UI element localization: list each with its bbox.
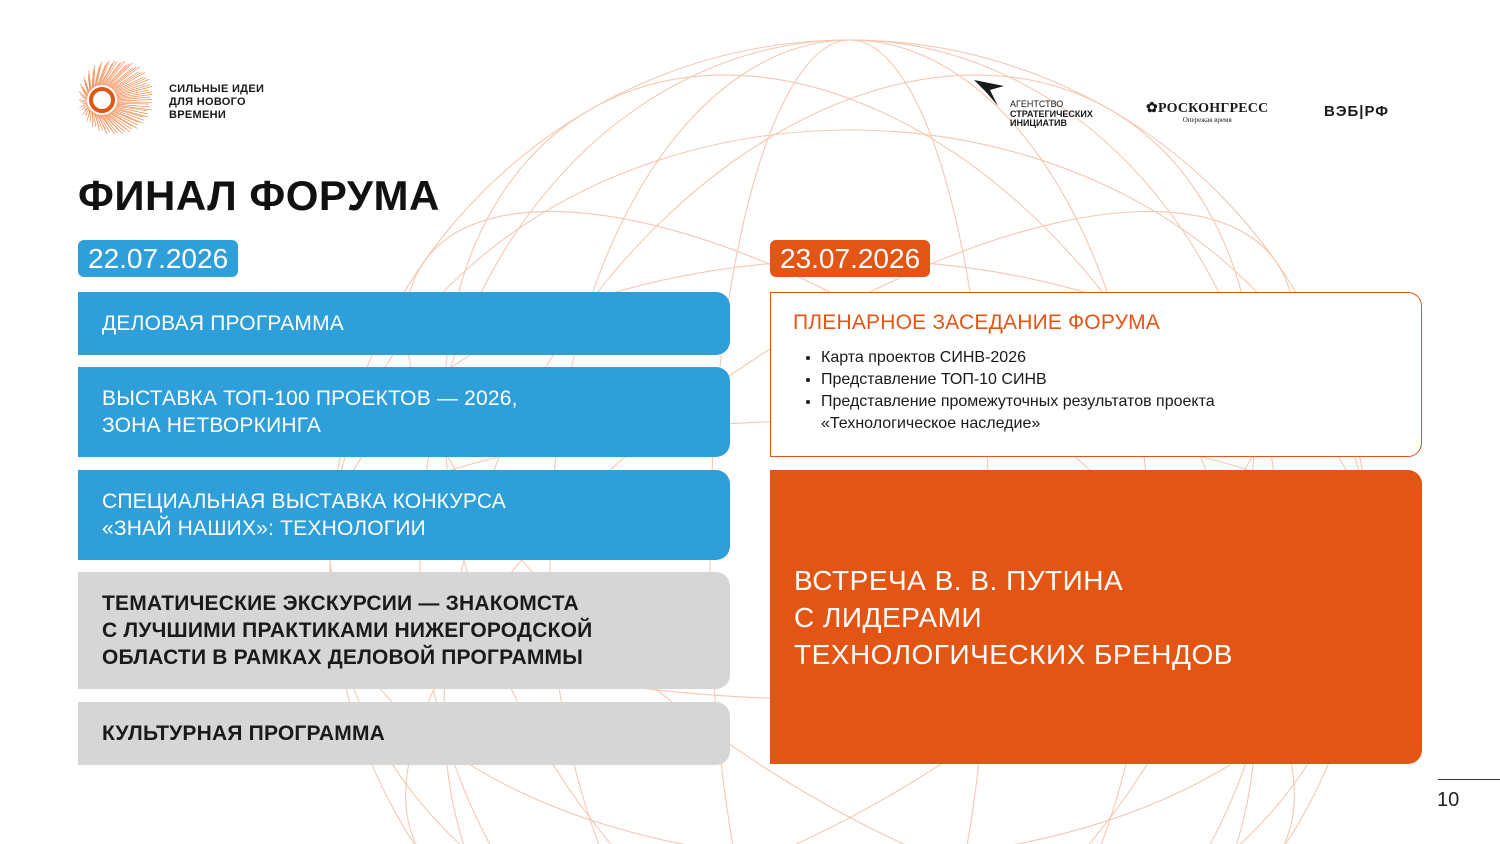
tagline-line: ВРЕМЕНИ <box>169 109 227 121</box>
meeting-text: ВСТРЕЧА В. В. ПУТИНА С ЛИДЕРАМИ ТЕХНОЛОГИЧЕСКИХ БРЕНДОВ <box>794 564 1233 670</box>
plenary-bullet: • Представление промежуточных результатов проекта «Технологическое наследие» <box>821 391 1399 435</box>
sun-ray <box>83 103 88 104</box>
program-item-excursions <box>78 572 730 689</box>
program-item-special-exhibition <box>78 470 730 560</box>
asi-line: ИНИЦИАТИВ <box>1010 118 1067 128</box>
program-item-business <box>78 292 730 355</box>
program-item-label: ДЕЛОВАЯ ПРОГРАММА <box>102 312 345 335</box>
roscongress-name: РОСКОНГРЕСС <box>1157 101 1269 116</box>
plenary-bullets <box>793 347 1399 435</box>
program-item-label: СПЕЦИАЛЬНАЯ ВЫСТАВКА КОНКУРСА «ЗНАЙ НАШИХ»: ТЕХНОЛОГИИ <box>102 490 506 540</box>
tagline-line: СИЛЬНЫЕ ИДЕИ <box>169 83 265 95</box>
sun-logo-icon <box>78 60 153 135</box>
program-item-label: КУЛЬТУРНАЯ ПРОГРАММА <box>102 722 386 745</box>
sun-ray <box>90 110 91 122</box>
page-title: ФИНАЛ ФОРУМА <box>78 172 440 219</box>
page-divider <box>1438 779 1500 780</box>
plenary-title: ПЛЕНАРНОЕ ЗАСЕДАНИЕ ФОРУМА <box>793 311 1161 334</box>
plenary-bullet: • Представление ТОП-10 СИНВ <box>821 369 1399 391</box>
roscongress-slogan: Опережая время <box>1182 116 1232 124</box>
forum-tagline <box>169 83 264 122</box>
meeting-card <box>770 470 1422 764</box>
sun-ray <box>79 104 87 107</box>
veb-logo: ВЭБ|РФ <box>1324 103 1390 120</box>
program-item-label: ВЫСТАВКА ТОП-100 ПРОЕКТОВ — 2026, ЗОНА НЕТВОРКИНГА <box>102 387 518 437</box>
sun-ray <box>79 100 87 101</box>
program-item-culture <box>78 702 730 765</box>
asi-line: АГЕНТСТВО <box>1010 99 1064 109</box>
asi-line: СТРАТЕГИЧЕСКИХ <box>1010 108 1093 119</box>
sun-ray <box>117 103 150 104</box>
roscongress-logo <box>1146 100 1268 124</box>
program-item-label: ТЕМАТИЧЕСКИЕ ЭКСКУРСИИ — ЗНАКОМСТА С ЛУЧШИМИ ПРАКТИКАМИ НИЖЕГОРОДСКОЙ ОБЛАСТИ В РАМКАХ ДЕЛОВОЙ ПРОГРАММЫ <box>102 592 593 669</box>
asi-logo <box>972 78 1093 129</box>
plenary-session-card <box>770 292 1422 457</box>
plenary-bullet: • Карта проектов СИНВ-2026 <box>821 347 1399 369</box>
program-item-exhibition <box>78 367 730 457</box>
tagline-line: ДЛЯ НОВОГО <box>169 96 246 108</box>
asi-arrow-icon <box>972 78 1006 108</box>
date-badge-day1: 22.07.2026 <box>78 240 238 277</box>
page-number: 10 <box>1437 789 1460 811</box>
roscongress-flower-icon: ✿ <box>1146 101 1158 116</box>
date-badge-day2: 23.07.2026 <box>770 240 930 277</box>
